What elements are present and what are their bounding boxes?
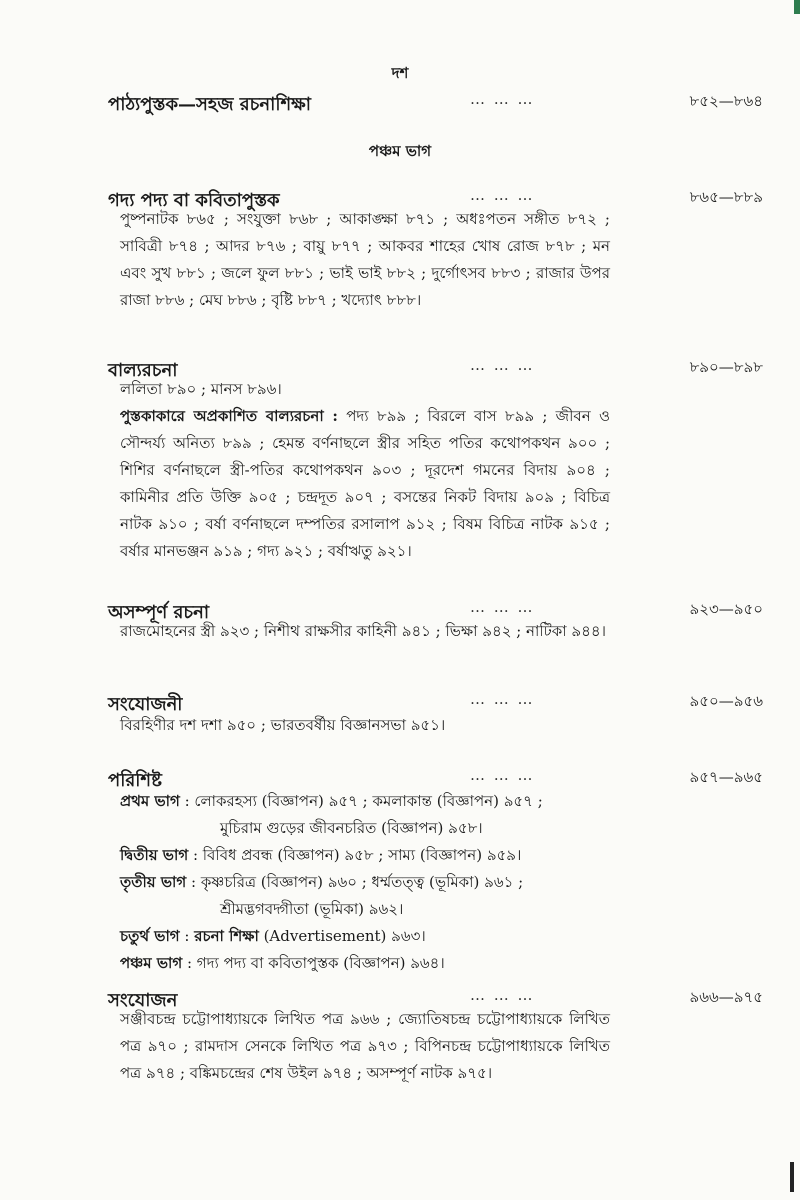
entry-body: [120, 712, 610, 739]
entry-contents: বিরহিণীর দশ দশা ৯৫০ ; ভারতবর্ষীয় বিজ্ঞানসভা ৯৫১।: [120, 716, 446, 734]
leader-dots: … … …: [470, 766, 535, 784]
leader-dots: … … …: [470, 186, 535, 204]
appendix-label: পঞ্চম ভাগ: [120, 954, 183, 972]
entry-contents: [120, 403, 610, 565]
appendix-continuation: মুচিরাম গুড়ের জীবনচরিত (বিজ্ঞাপন) ৯৫৮।: [220, 819, 483, 837]
entry-body: [120, 206, 610, 314]
appendix-bold-title: রচনা শিক্ষা: [194, 927, 259, 945]
leader-dots: … … …: [470, 690, 535, 708]
appendix-text: কৃষ্ণচরিত্র (বিজ্ঞাপন) ৯৬০ ; ধর্ম্মতত্ত্ব (ভূমিকা) ৯৬১ ;: [200, 873, 524, 891]
appendix-label: চতুর্থ ভাগ: [120, 927, 180, 945]
toc-entry-section: [108, 766, 763, 791]
page-range: ৯৬৬—৯৭৫: [689, 988, 763, 1006]
entry-title: পরিশিষ্ট: [108, 770, 162, 791]
appendix-row: [120, 788, 610, 815]
appendix-row: [120, 869, 610, 896]
appendix-text: গদ্য পদ্য বা কবিতাপুস্তক (বিজ্ঞাপন) ৯৬৪।: [196, 954, 445, 972]
page-range: ৮৬৫—৮৮৯: [689, 188, 763, 206]
subheading: পুস্তকাকারে অপ্রকাশিত বাল্যরচনা :: [120, 407, 338, 425]
page-range: ৯২৩—৯৫০: [689, 600, 763, 618]
page-range: ৯৫৭—৯৬৫: [689, 768, 763, 786]
toc-entry-section: [108, 690, 763, 715]
page-number: দশ: [391, 64, 409, 82]
entry-title: অসম্পূর্ণ রচনা: [108, 602, 210, 623]
edge-mark: [794, 0, 800, 14]
appendix-row: [120, 842, 610, 869]
appendix-label: প্রথম ভাগ: [120, 792, 180, 810]
toc-entry-textbook: [108, 90, 763, 115]
entry-body: [120, 618, 610, 645]
appendix-text-rest: (Advertisement) ৯৬৩।: [258, 927, 426, 945]
entry-title: সংযোজনী: [108, 694, 183, 715]
appendix-sep: :: [179, 792, 195, 810]
leader-dots: … … …: [470, 598, 535, 616]
page-range: ৮৯০—৮৯৮: [689, 358, 763, 376]
entry-text: পদ্য ৮৯৯ ; বিরলে বাস ৮৯৯ ; জীবন ও সৌন্দর্য্য অনিত্য ৮৯৯ ; হেমন্ত বর্ণনাছলে স্ত্রীর সহিত পতির কথোপকথন ৯০০ ; শিশির বর্ণনাছলে স্ত্রী-পতির কথোপকথন ৯০৩ ; দূরদেশ গমনের বিদায় ৯০৪ ; কামিনীর প্রতি উক্তি ৯০৫ ; চন্দ্রদূত ৯০৭ ; বসন্তের নিকট বিদায় ৯০৯ ; বিচিত্র নাটক ৯১০ ; বর্ষা বর্ণনাছলে দম্পতির রসালাপ ৯১২ ; বিষম বিচিত্র নাটক ৯১৫ ; বর্ষার মানভঞ্জন ৯১৯ ; গদ্য ৯২১ ; বর্ষাঋতু ৯২১।: [120, 407, 610, 560]
entry-title: পাঠ্যপুস্তক—সহজ রচনাশিক্ষা: [108, 94, 311, 115]
appendix-text: লোকরহস্য (বিজ্ঞাপন) ৯৫৭ ; কমলাকান্ত (বিজ্ঞাপন) ৯৫৭ ;: [194, 792, 543, 810]
appendix-label: দ্বিতীয় ভাগ: [120, 846, 189, 864]
entry-title: সংযোজন: [108, 990, 178, 1011]
appendix-label: তৃতীয় ভাগ: [120, 873, 187, 891]
entry-contents: রাজমোহনের স্ত্রী ৯২৩ ; নিশীথ রাক্ষসীর কাহিনী ৯৪১ ; ভিক্ষা ৯৪২ ; নাটিকা ৯৪৪।: [120, 622, 606, 640]
entry-body: [120, 376, 610, 565]
edge-mark: [790, 1162, 794, 1192]
entry-body: [120, 788, 610, 977]
entry-body: [120, 1006, 610, 1087]
appendix-row: [120, 950, 610, 977]
entry-contents: পুষ্পনাটক ৮৬৫ ; সংযুক্তা ৮৬৮ ; আকাঙ্ক্ষা ৮৭১ ; অধঃপতন সঙ্গীত ৮৭২ ; সাবিত্রী ৮৭৪ ; আদর ৮৭৬ ; বায়ু ৮৭৭ ; আকবর শাহের খোষ রোজ ৮৭৮ ; মন এবং সুখ ৮৮১ ; জলে ফুল ৮৮১ ; ভাই ভাই ৮৮২ ; দুর্গোৎসব ৮৮৩ ; রাজার উপর রাজা ৮৮৬ ; মেঘ ৮৮৬ ; বৃষ্টি ৮৮৭ ; খদ্যোৎ ৮৮৮।: [120, 210, 610, 309]
entry-contents: সঞ্জীবচন্দ্র চট্টোপাধ্যায়কে লিখিত পত্র ৯৬৬ ; জ্যোতিষচন্দ্র চট্টোপাধ্যায়কে লিখিত পত্র ৯৭০ ; রামদাস সেনকে লিখিত পত্র ৯৭৩ ; বিপিনচন্দ্র চট্টোপাধ্যায়কে লিখিত পত্র ৯৭৪ ; বঙ্কিমচন্দ্রের শেষ উইল ৯৭৪ ; অসম্পূর্ণ নাটক ৯৭৫।: [120, 1010, 610, 1082]
entry-line: ললিতা ৮৯০ ; মানস ৮৯৬।: [120, 380, 282, 398]
appendix-sep: :: [182, 954, 197, 972]
leader-dots: … … …: [470, 90, 535, 108]
appendix-sep: :: [186, 873, 201, 891]
appendix-sep: :: [179, 927, 195, 945]
appendix-continuation: শ্রীমদ্ভগবদ্গীতা (ভূমিকা) ৯৬২।: [220, 900, 404, 918]
appendix-text: বিবিধ প্রবন্ধ (বিজ্ঞাপন) ৯৫৮ ; সাম্য (বিজ্ঞাপন) ৯৫৯।: [202, 846, 522, 864]
page-range: ৮৫২—৮৬৪: [689, 92, 763, 110]
part-heading: পঞ্চম ভাগ: [368, 142, 432, 160]
leader-dots: … … …: [470, 986, 535, 1004]
entry-title: বাল্যরচনা: [108, 360, 178, 381]
appendix-sep: :: [188, 846, 203, 864]
leader-dots: … … …: [470, 356, 535, 374]
appendix-row: [120, 923, 610, 950]
appendix-text: [194, 923, 610, 950]
entry-title: গদ্য পদ্য বা কবিতাপুস্তক: [108, 190, 280, 211]
page-range: ৯৫০—৯৫৬: [689, 692, 763, 710]
